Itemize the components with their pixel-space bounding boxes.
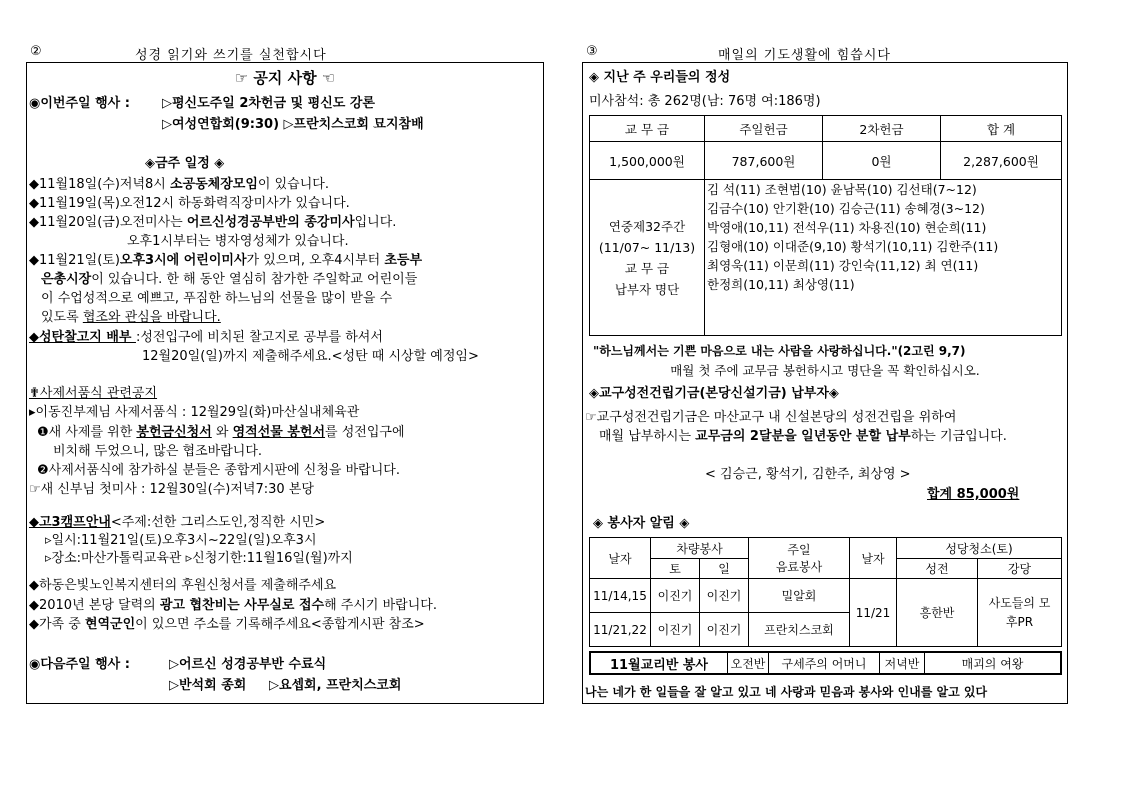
quote-sub: 매월 첫 주에 교무금 봉헌하시고 명단을 꼭 확인하십시오. — [670, 363, 980, 378]
donor-line: 한정희(10,11) 최상영(11) — [707, 277, 855, 292]
this-week-item-1: ▷평신도주일 2차헌금 및 평신도 강론 — [162, 96, 375, 111]
left-panel — [26, 62, 544, 704]
schedule-item-cont: 이 수업성적으로 예쁘고, 푸짐한 하느님의 선물을 많이 받을 수 — [41, 291, 393, 306]
this-week-label: ◉이번주일 행사 : — [29, 96, 130, 111]
footer-quote: 나는 네가 한 일들을 잘 알고 있고 네 사랑과 믿음과 봉사와 인내를 알고 있다 — [585, 685, 988, 699]
ordination-item: ❶새 사제를 위한 봉헌금신청서 와 영적선물 봉헌서를 성전입구에 — [37, 425, 405, 440]
fund-names: < 김승근, 황석기, 김한주, 최상영 > — [705, 467, 911, 482]
offering-value: 787,600원 — [705, 142, 823, 180]
notice-title: ☞ 공지 사항 ☜ — [234, 69, 336, 87]
vol-header: 주일 음료봉사 — [749, 538, 850, 579]
vol-cell: 11/21,22 — [590, 613, 651, 647]
quote: "하느님께서는 기쁜 마음으로 내는 사람을 사랑하십니다."(2고린 9,7) — [593, 344, 966, 358]
vol-cell: 11/14,15 — [590, 579, 651, 613]
vol-header: 성당청소(토) — [897, 538, 1062, 559]
advent-notice-cont: 12월20일(일)까지 제출해주세요.<성탄 때 시상할 예정임> — [142, 349, 479, 364]
fund-desc: 매월 납부하시는 교무금의 2달분을 일년동안 분할 납부하는 기금입니다. — [599, 429, 1007, 444]
offering-header: 교 무 금 — [590, 116, 705, 142]
volunteer-title: ◈ 봉사자 알림 ◈ — [593, 516, 690, 531]
fund-total: 합계 85,000원 — [927, 487, 1020, 502]
vol-cell: 이진기 — [651, 579, 700, 613]
volunteer-table — [589, 537, 1062, 647]
schedule-item: ◆11월19일(목)오전12시 하동화력직장미사가 있습니다. — [29, 196, 350, 211]
cook-am-label: 오전반 — [728, 652, 769, 674]
ordination-item: ▸이동진부제님 사제서품식 : 12월29일(화)마산실내체육관 — [29, 405, 360, 420]
this-week-item-2: ▷여성연합회(9:30) ▷프란치스코회 묘지참배 — [162, 117, 424, 132]
donor-line: 박영애(10,11) 전석우(11) 차용진(10) 현순희(11) — [707, 220, 987, 235]
attendance-text: 미사참석: 총 262명(남: 76명 여:186명) — [589, 94, 821, 109]
catechism-table — [589, 651, 1062, 675]
vol-header: 날자 — [850, 538, 897, 579]
camp-notice: ◆고3캠프안내<주제:선한 그리스도인,정직한 시민> — [29, 515, 326, 530]
schedule-item: ◆11월18일(수)저녁8시 소공동체장모임이 있습니다. — [29, 177, 329, 192]
donor-line: 김금수(10) 안기환(10) 김승근(11) 송혜경(3~12) — [707, 201, 985, 216]
vol-header: 토 — [651, 559, 700, 579]
donor-line: 최영욱(11) 이문희(11) 강인숙(11,12) 최 연(11) — [707, 258, 979, 273]
cook-pm-label: 저녁반 — [880, 652, 925, 674]
advent-notice: ◆성탄찰고지 배부 :성전입구에 비치된 찰고지로 공부를 하셔서 — [29, 330, 383, 345]
ordination-title: ✟사제서품식 관련공지 — [29, 386, 158, 401]
right-page-number: ③ — [586, 44, 598, 59]
notice-item: ◆하동은빛노인복지센터의 후원신청서를 제출해주세요 — [29, 578, 337, 593]
offering-header: 2차헌금 — [823, 116, 941, 142]
next-week-label: ◉다음주일 행사 : — [29, 657, 130, 672]
vol-header: 일 — [700, 559, 749, 579]
donor-list — [705, 180, 1062, 336]
vol-header: 날자 — [590, 538, 651, 579]
vol-cell: 이진기 — [651, 613, 700, 647]
schedule-item-cont: 오후1시부터는 병자영성체가 있습니다. — [127, 234, 349, 249]
schedule-item-cont: 은총시장이 있습니다. 한 해 동안 열심히 참가한 주일학교 어린이들 — [41, 272, 418, 287]
ordination-item-cont: 비치해 두었으니, 많은 협조바랍니다. — [53, 444, 263, 459]
next-week-item-1: ▷어르신 성경공부반 수료식 — [169, 657, 327, 672]
vol-cell: 흥한반 — [897, 579, 978, 647]
vol-header: 성전 — [897, 559, 978, 579]
schedule-item: ◆11월20일(금)오전미사는 어르신성경공부반의 종강미사입니다. — [29, 215, 397, 230]
cook-pm-name: 매괴의 여왕 — [925, 652, 1062, 674]
notice-item: ◆2010년 본당 달력의 광고 협찬비는 사무실로 접수해 주시기 바랍니다. — [29, 598, 437, 613]
ordination-item: ❷사제서품식에 참가하실 분들은 종합게시판에 신청을 바랍니다. — [37, 463, 400, 478]
vol-cell: 이진기 — [700, 579, 749, 613]
camp-detail: ▹장소:마산가톨릭교육관 ▹신청기한:11월16일(월)까지 — [45, 551, 353, 566]
offering-table — [589, 115, 1062, 336]
vol-cell: 11/21 — [850, 579, 897, 647]
vol-cell: 프란치스코회 — [749, 613, 850, 647]
fund-desc: ☞교구성전건립기금은 마산교구 내 신설본당의 성전건립을 위하여 — [585, 410, 957, 425]
schedule-item: ◆11월21일(토)오후3시에 어린이미사가 있으며, 오후4시부터 초등부 — [29, 253, 423, 268]
offering-title: ◈ 지난 주 우리들의 정성 — [589, 70, 731, 85]
donor-line: 김 석(11) 조현범(10) 윤남목(10) 김선태(7~12) — [707, 182, 977, 197]
offering-header: 주일헌금 — [705, 116, 823, 142]
vol-header: 강당 — [978, 559, 1062, 579]
vol-cell: 사도들의 모후PR — [978, 579, 1062, 647]
vol-cell: 이진기 — [700, 613, 749, 647]
week-schedule-title: ◈금주 일정 ◈ — [145, 156, 225, 171]
notice-item: ◆가족 중 현역군인이 있으면 주소를 기록해주세요<종합게시판 참조> — [29, 617, 425, 632]
cook-am-name: 구세주의 어머니 — [769, 652, 880, 674]
offering-header: 합 계 — [941, 116, 1062, 142]
left-header-motto: 성경 읽기와 쓰기를 실천합시다 — [135, 48, 327, 63]
vol-header: 차량봉사 — [651, 538, 749, 559]
offering-value: 0원 — [823, 142, 941, 180]
camp-detail: ▹일시:11월21일(토)오후3시~22일(일)오후3시 — [45, 533, 317, 548]
vol-cell: 밀알회 — [749, 579, 850, 613]
right-header-motto: 매일의 기도생활에 힘씁시다 — [718, 48, 891, 63]
donor-line: 김형애(10) 이대준(9,10) 황석기(10,11) 김한주(11) — [707, 239, 999, 254]
left-page-number: ② — [30, 44, 42, 59]
ordination-item: ☞새 신부님 첫미사 : 12월30일(수)저녁7:30 본당 — [29, 482, 314, 497]
offering-value: 2,287,600원 — [941, 142, 1062, 180]
next-week-item-2: ▷반석회 종회 ▷요셉회, 프란치스코회 — [169, 678, 402, 693]
fund-title: ◈교구성전건립기금(본당신설기금) 납부자◈ — [589, 386, 839, 401]
schedule-item-cont: 있도록 협조와 관심을 바랍니다. — [41, 310, 221, 325]
right-panel — [582, 62, 1068, 704]
donor-label: 연중제32주간 (11/07~ 11/13) 교 무 금 납부자 명단 — [590, 180, 705, 336]
offering-value: 1,500,000원 — [590, 142, 705, 180]
cook-title: 11월교리반 봉사 — [590, 652, 728, 674]
